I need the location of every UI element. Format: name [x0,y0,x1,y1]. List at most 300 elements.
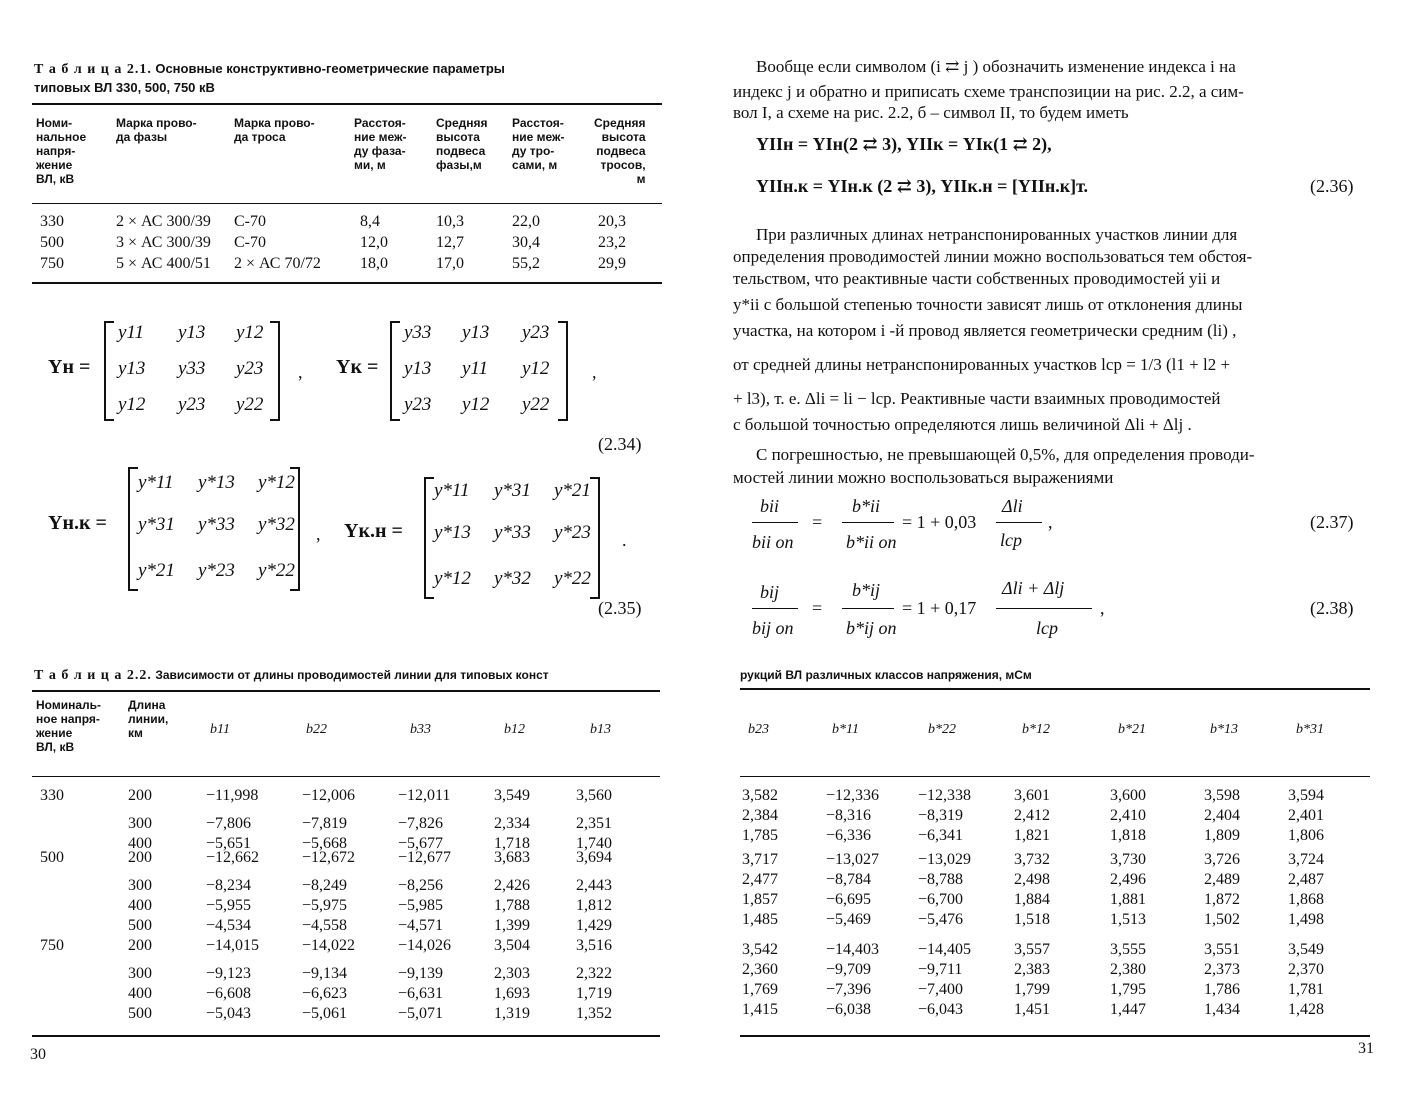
table22-cell: 3,683 [494,849,530,866]
table22-cont-cell: 3,717 [742,851,778,868]
table21-cell: 30,4 [512,234,540,251]
table22-cont-cell: −9,709 [826,961,872,978]
matrix-entry: y*22 [258,560,295,581]
eq236-line1: YIIн = YIн(2 ⇄ 3), YIIк = YIк(1 ⇄ 2), [756,134,1052,154]
table22-cell: −6,631 [398,985,444,1002]
table22-cell: −6,623 [302,985,348,1002]
eq235-label: (2.35) [598,598,642,618]
eq238-equals: = [812,598,823,618]
matrix-entry: y*12 [434,568,471,589]
table22-voltage: 500 [40,849,64,866]
matrix-entry: y*22 [554,568,591,589]
eq238-rhs: = 1 + 0,17 [902,598,977,618]
table22-cell: −9,123 [206,965,252,982]
table22-cont-cell: −13,027 [826,851,880,868]
table22-cell: 400 [128,835,152,852]
matrix-entry: y23 [404,394,432,415]
table22-cell: −4,571 [398,917,444,934]
table22-cell: −14,026 [398,937,452,954]
table22-header-cell: Номиналь- ное напря- жение ВЛ, кВ [36,698,102,754]
table22-cont-cell: −14,403 [826,941,880,958]
matrix-entry: y33 [404,322,432,343]
table22-header-cell: b22 [306,722,327,737]
eq237-num1: bii [760,496,780,516]
table22-cell: −12,006 [302,787,356,804]
para2-line4: y*ii с большой степенью точности зависят лишь от отклонения длины [733,295,1243,314]
table22-voltage: 750 [40,937,64,954]
table22-cell: 1,719 [576,985,612,1002]
matrix-entry: y13 [118,358,146,379]
table22-cell: −12,677 [398,849,452,866]
table21-cell: 3 × АС 300/39 [116,234,211,251]
table22-voltage: 330 [40,787,64,804]
table22-cell: 300 [128,965,152,982]
table21-header-cell: Марка прово- да троса [234,116,315,144]
table22-cont-cell: 1,451 [1014,1001,1050,1018]
table21-cell: 22,0 [512,213,540,230]
table21-bottom-rule [32,282,662,284]
table22-cont-cell: −6,341 [918,827,964,844]
para2-line7: + l3), т. е. Δli = li − lср. Реактивные части взаимных проводимостей [733,389,1221,408]
table22-cont-cell: −8,788 [918,871,964,888]
table22-cont-cell: 1,806 [1288,827,1324,844]
matrix-entry: y*11 [138,472,174,493]
matrix-entry: y23 [522,322,550,343]
table22-cont-cell: 2,401 [1288,807,1324,824]
eq235-separator: , [316,524,321,544]
table21-caption-line2: типовых ВЛ 330, 500, 750 кВ [34,80,215,95]
table22-cell: 1,740 [576,835,612,852]
table22-cont-cell: 1,809 [1204,827,1240,844]
table22-cont-cell: −8,316 [826,807,872,824]
table22-cell: −5,955 [206,897,252,914]
table22-caption [34,668,549,684]
table22-cont-cell: 3,582 [742,787,778,804]
eq238-fden: lср [1036,618,1058,638]
eq238-end: , [1100,598,1105,618]
eq238-num1: bij [760,582,780,602]
table22-cont-cell: 1,428 [1288,1001,1324,1018]
eq235-end: . [622,530,627,550]
table22-cont-cell: 2,383 [1014,961,1050,978]
matrix-entry: y*13 [198,472,235,493]
table21-caption [34,60,505,98]
table22-cont-cell: 1,868 [1288,891,1324,908]
table22-cont-cell: 3,598 [1204,787,1240,804]
matrix-entry: y22 [236,394,264,415]
table22-cont-header-cell: b*31 [1296,722,1324,737]
table22-cont-cell: 2,498 [1014,871,1050,888]
table22-cont-cell: 2,384 [742,807,778,824]
table22-cont-header-cell: b23 [748,722,769,737]
table21-cell: 17,0 [436,255,464,272]
table22-cont-cell: −5,476 [918,911,964,928]
table22-cell: 1,399 [494,917,530,934]
table22-cont-cell: 1,821 [1014,827,1050,844]
table22-cell: −5,071 [398,1005,444,1022]
table22-cell: 200 [128,937,152,954]
table22-caption-text: Зависимости от длины проводимостей линии для типовых конст [155,668,549,682]
table22-cell: 2,426 [494,877,530,894]
para2-line2: определения проводимостей линии можно воспользоваться тем обстоя- [733,247,1253,266]
para3-line1: С погрешностью, не превышающей 0,5%, для определения проводи- [756,445,1255,464]
table22-cell: 400 [128,897,152,914]
table22-top-rule [32,690,660,692]
table22-cont-cell: −6,336 [826,827,872,844]
table22-cell: 2,303 [494,965,530,982]
table22-cont-cell: 1,498 [1288,911,1324,928]
para2-line6: от средней длины нетранспонированных участков lср = 1/3 (l1 + l2 + [733,355,1231,374]
eq238-fracline1 [752,608,798,609]
table22-cell: 1,429 [576,917,612,934]
para3-line2: мостей линии можно воспользоваться выражениями [733,468,1114,487]
table22-cell: −4,534 [206,917,252,934]
matrix-entry: y*32 [494,568,531,589]
matrix-entry: y13 [178,322,206,343]
eq237-den2: b*ii оп [846,532,897,552]
table22-cont-cell: 1,818 [1110,827,1146,844]
table22-cont-cell: 1,485 [742,911,778,928]
matrix-entry: y33 [178,358,206,379]
eq238-fracline2 [842,608,894,609]
table22-cont-cell: 3,555 [1110,941,1146,958]
eq238-num2: b*ij [852,580,881,600]
table22-cont-cell: 3,730 [1110,851,1146,868]
table22-cell: 3,560 [576,787,612,804]
table22-cont-cell: −8,319 [918,807,964,824]
table22-cont-cell: 2,373 [1204,961,1240,978]
table22-cell: −7,819 [302,815,348,832]
para1-line2: индекс j и обратно и приписать схеме транспозиции на рис. 2.2, а сим- [733,82,1244,101]
table22-cont-cell: 3,557 [1014,941,1050,958]
table22-cell: −5,677 [398,835,444,852]
table22-cont-cell: −12,336 [826,787,880,804]
matrix-entry: y*21 [554,480,591,501]
table22-cont-cell: 1,513 [1110,911,1146,928]
table22-cont-cell: −6,043 [918,1001,964,1018]
matrix-entry: y*33 [198,514,235,535]
table21-header-cell: Расстоя- ние меж- ду фаза- ми, м [354,116,407,172]
table22-cont-cell: −8,784 [826,871,872,888]
table22-cell: 3,516 [576,937,612,954]
table22-cont-cell: −9,711 [918,961,963,978]
table22-cell: −7,806 [206,815,252,832]
eq235-lhs1: Yн.к = [48,512,107,534]
table22-cont-cell: −7,396 [826,981,872,998]
eq238-den2: b*ij оп [846,618,897,638]
eq234-end: , [592,362,597,382]
matrix-entry: y*23 [554,522,591,543]
table22-bottom-rule [32,1035,660,1037]
table22-cell: −5,043 [206,1005,252,1022]
table21-cell: 18,0 [360,255,388,272]
table22-cont-top-rule [740,688,1370,690]
table21-header-rule [32,203,662,204]
eq237-fracline3 [996,522,1042,523]
table22-cell: −8,256 [398,877,444,894]
table22-cell: −5,975 [302,897,348,914]
table22-cell: −12,672 [302,849,356,866]
eq237-num2: b*ii [852,496,881,516]
eq237-end: , [1048,512,1053,532]
eq235-m1-left-bracket [128,467,138,591]
eq238-den1: bij оп [752,618,794,638]
table22-cont-cell: 1,786 [1204,981,1240,998]
table21-cell: 55,2 [512,255,540,272]
table22-cont-cell: 1,795 [1110,981,1146,998]
table22-cell: 3,504 [494,937,530,954]
table22-cell: 1,319 [494,1005,530,1022]
eq234-separator: , [298,362,303,382]
table22-cont-cell: 3,551 [1204,941,1240,958]
table22-cell: 1,788 [494,897,530,914]
table22-cell: −5,061 [302,1005,348,1022]
table22-cell: 1,352 [576,1005,612,1022]
table22-cont-cell: 3,542 [742,941,778,958]
matrix-entry: y*12 [258,472,295,493]
table22-cont-cell: −14,405 [918,941,972,958]
eq235-m2-right-bracket [590,477,600,599]
table22-cont-header-cell: b*21 [1118,722,1146,737]
matrix-entry: y*21 [138,560,175,581]
eq237-fracline1 [752,522,798,523]
table22-header-cell: b33 [410,722,431,737]
eq234-lhs2: Yк = [336,356,379,378]
para1-line3: вол I, а схеме на рис. 2.2, б – символ II, то будем иметь [733,103,1129,122]
eq236-line2: YIIн.к = YIн.к (2 ⇄ 3), YIIк.н = [YIIн.к]т. [756,176,1089,196]
table22-cont-header-cell: b*11 [832,722,859,737]
matrix-entry: y22 [522,394,550,415]
table22-cont-cell: 2,477 [742,871,778,888]
matrix-entry: y12 [236,322,264,343]
eq238-fracline3 [996,608,1092,609]
matrix-entry: y*13 [434,522,471,543]
table21-cell: С-70 [234,234,266,251]
eq237-rhs: = 1 + 0,03 [902,512,977,532]
matrix-entry: y*31 [494,480,531,501]
table22-cont-cell: 1,781 [1288,981,1324,998]
page-number-right: 31 [1358,1040,1374,1057]
table22-cont-cell: 2,360 [742,961,778,978]
matrix-entry: y13 [404,358,432,379]
table22-cont-cell: −6,700 [918,891,964,908]
table22-cont-cell: 3,594 [1288,787,1324,804]
table22-cont-cell: 1,799 [1014,981,1050,998]
table21-cell: С-70 [234,213,266,230]
table21-caption-prefix: Т а б л и ц а 2.1. [34,62,152,77]
eq234-m2-left-bracket [390,321,400,421]
table22-cont-cell: 1,785 [742,827,778,844]
table22-cont-cell: 2,487 [1288,871,1324,888]
table22-cont-cell: 1,872 [1204,891,1240,908]
table22-cont-cell: −5,469 [826,911,872,928]
table22-cell: −5,985 [398,897,444,914]
para2-line5: участка, на котором i -й провод является геометрически средним (li) , [733,321,1237,340]
table22-cont-cell: −6,038 [826,1001,872,1018]
eq236-label: (2.36) [1310,176,1354,196]
table22-cont-cell: 1,447 [1110,1001,1146,1018]
table22-cont-cell: 1,769 [742,981,778,998]
matrix-entry: y23 [178,394,206,415]
table22-cell: −14,022 [302,937,356,954]
table21-cell: 12,7 [436,234,464,251]
table22-cell: 3,549 [494,787,530,804]
eq237-fracline2 [842,522,894,523]
matrix-entry: y*31 [138,514,175,535]
matrix-entry: y12 [462,394,490,415]
table22-cont-cell: 1,415 [742,1001,778,1018]
matrix-entry: y23 [236,358,264,379]
eq234-m1-left-bracket [104,321,114,421]
table22-cell: −14,015 [206,937,260,954]
table22-cell: 1,812 [576,897,612,914]
table21-cell: 2 × АС 70/72 [234,255,321,272]
table22-header-cell: b13 [590,722,611,737]
table22-header-cell: Длина линии, км [128,698,169,740]
page-number-left: 30 [30,1046,46,1063]
eq237-equals: = [812,512,823,532]
table21-cell: 29,9 [598,255,626,272]
table22-caption-prefix: Т а б л и ц а 2.2. [34,668,152,683]
table22-cont-cell: 3,726 [1204,851,1240,868]
table22-cell: 500 [128,917,152,934]
table22-cell: 2,443 [576,877,612,894]
table22-cont-cell: 2,410 [1110,807,1146,824]
matrix-entry: y11 [462,358,489,379]
table22-cell: 1,718 [494,835,530,852]
eq234-label: (2.34) [598,434,642,454]
table22-cont-caption: рукций ВЛ различных классов напряжения, мСм [740,668,1032,682]
table21-cell: 500 [40,234,64,251]
eq235-lhs2: Yк.н = [344,520,403,542]
table22-cell: −12,662 [206,849,260,866]
table22-cell: 400 [128,985,152,1002]
table22-cont-cell: 1,502 [1204,911,1240,928]
table21-cell: 750 [40,255,64,272]
table21-caption-text: Основные конструктивно-геометрические параметры [155,61,505,76]
table22-cell: 1,693 [494,985,530,1002]
table22-cont-cell: −6,695 [826,891,872,908]
table22-cell: −8,249 [302,877,348,894]
matrix-entry: y*32 [258,514,295,535]
table21-cell: 2 × АС 300/39 [116,213,211,230]
table22-cell: −9,134 [302,965,348,982]
eq237-label: (2.37) [1310,512,1354,532]
table22-cont-cell: 3,600 [1110,787,1146,804]
table22-cell: 200 [128,787,152,804]
table22-cont-bottom-rule [740,1035,1370,1037]
table22-cell: −4,558 [302,917,348,934]
table22-header-rule [32,776,660,777]
table22-cont-header-rule [740,776,1370,777]
table22-cont-cell: 3,732 [1014,851,1050,868]
table22-cont-cell: 1,881 [1110,891,1146,908]
table22-cell: 2,334 [494,815,530,832]
table22-cell: −9,139 [398,965,444,982]
table22-cell: −7,826 [398,815,444,832]
eq235-m2-left-bracket [424,477,434,599]
table22-cell: 500 [128,1005,152,1022]
para1-line1: Вообще если символом (i ⇄ j ) обозначить изменение индекса i на [756,57,1236,76]
table22-header-cell: b12 [504,722,525,737]
table22-cont-header-cell: b*13 [1210,722,1238,737]
matrix-entry: y*11 [434,480,470,501]
eq237-den1: bii оп [752,532,794,552]
matrix-entry: y*33 [494,522,531,543]
table22-cell: 2,322 [576,965,612,982]
table22-cont-cell: 2,412 [1014,807,1050,824]
table21-header-cell: Средняя высота подвеса фазы,м [436,116,488,172]
table21-cell: 20,3 [598,213,626,230]
table22-cell: 300 [128,877,152,894]
table22-cont-cell: 1,518 [1014,911,1050,928]
table22-cell: 3,694 [576,849,612,866]
table22-cont-cell: −7,400 [918,981,964,998]
matrix-entry: y12 [118,394,146,415]
table22-header-cell: b11 [210,722,230,737]
table21-cell: 10,3 [436,213,464,230]
table22-cont-cell: 2,404 [1204,807,1240,824]
eq237-fden: lср [1000,530,1022,550]
eq234-lhs1: Yн = [48,356,91,378]
para2-line1: При различных длинах нетранспонированных участков линии для [756,225,1238,244]
table21-cell: 12,0 [360,234,388,251]
eq234-m2-right-bracket [558,321,568,421]
table22-cell: −5,651 [206,835,252,852]
table22-cell: 200 [128,849,152,866]
table21-top-rule [32,103,662,105]
table22-cont-cell: 2,370 [1288,961,1324,978]
table22-cont-header-cell: b*12 [1022,722,1050,737]
table21-header-cell: Расстоя- ние меж- ду тро- сами, м [512,116,565,172]
table21-cell: 330 [40,213,64,230]
table21-cell: 23,2 [598,234,626,251]
table22-cont-cell: 3,549 [1288,941,1324,958]
eq237-fnum: Δli [1002,496,1023,516]
para2-line8: с большой точностью определяются лишь величиной Δli + Δlj . [733,415,1192,434]
table22-cont-cell: 3,601 [1014,787,1050,804]
eq238-fnum: Δli + Δlj [1002,578,1065,598]
table22-cell: −12,011 [398,787,451,804]
table22-cell: 300 [128,815,152,832]
table22-cell: −5,668 [302,835,348,852]
table22-cont-cell: −13,029 [918,851,972,868]
table21-header-cell: Средняя высота подвеса тросов, м [594,116,646,186]
table22-cell: 2,351 [576,815,612,832]
matrix-entry: y12 [522,358,550,379]
table22-cont-cell: 3,724 [1288,851,1324,868]
table22-cont-cell: 2,489 [1204,871,1240,888]
para2-line3: тельством, что реактивные части собственных проводимостей yii и [733,269,1221,288]
eq234-m1-right-bracket [270,321,280,421]
matrix-entry: y11 [118,322,145,343]
table21-header-cell: Марка прово- да фазы [116,116,197,144]
eq238-label: (2.38) [1310,598,1354,618]
table22-cell: −6,608 [206,985,252,1002]
table21-header-cell: Номи- нальное напря- жение ВЛ, кВ [36,116,87,186]
table22-cell: −11,998 [206,787,259,804]
table22-cont-cell: 1,884 [1014,891,1050,908]
matrix-entry: y*23 [198,560,235,581]
table22-cell: −8,234 [206,877,252,894]
table22-cont-cell: −12,338 [918,787,972,804]
table22-cont-cell: 2,496 [1110,871,1146,888]
table22-cont-header-cell: b*22 [928,722,956,737]
table22-cont-cell: 1,434 [1204,1001,1240,1018]
table22-cont-cell: 2,380 [1110,961,1146,978]
table21-cell: 8,4 [360,213,380,230]
matrix-entry: y13 [462,322,490,343]
